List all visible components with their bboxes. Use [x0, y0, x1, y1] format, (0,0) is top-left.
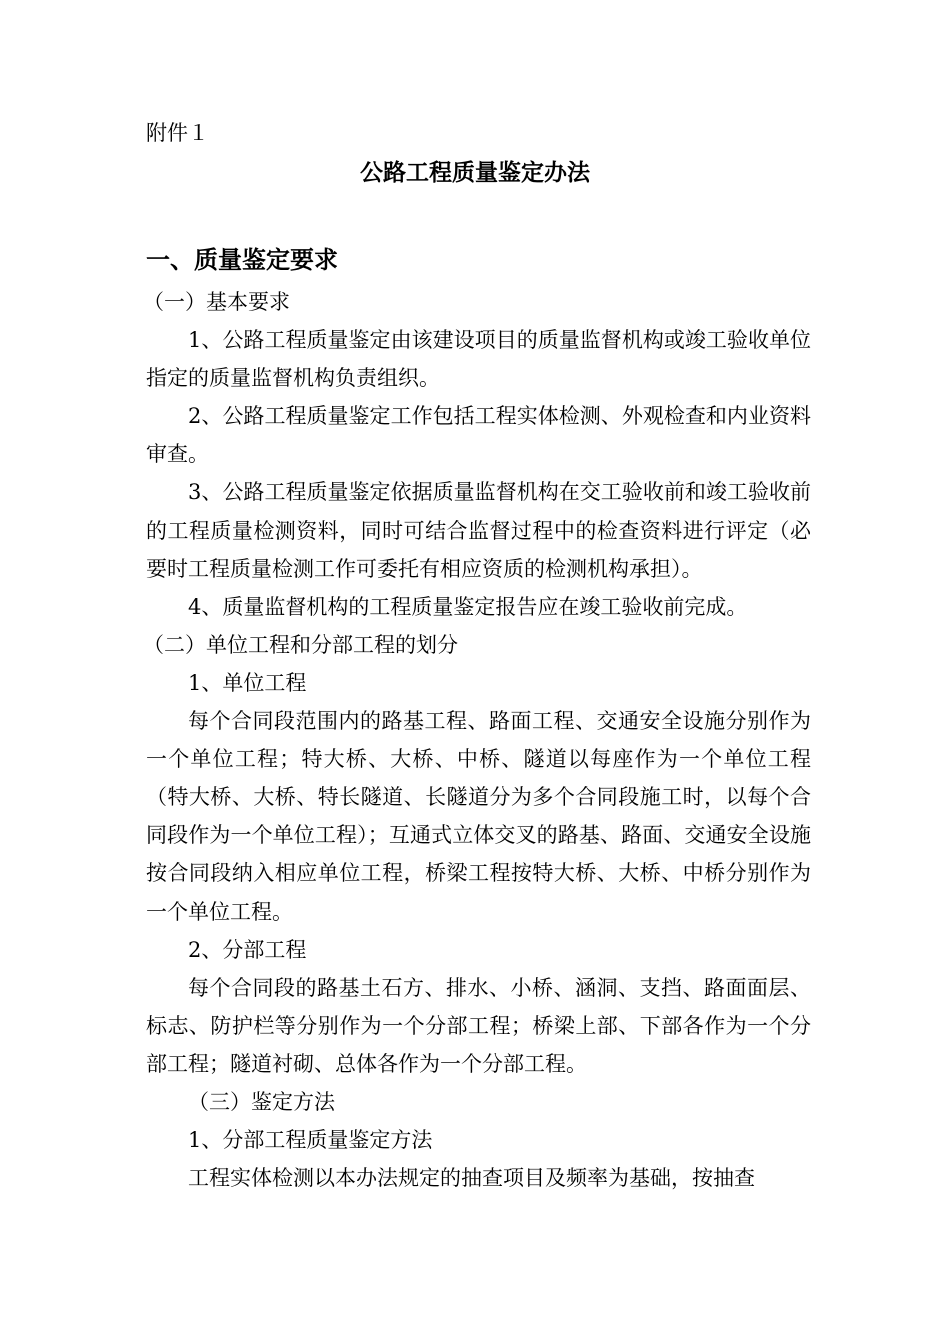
paragraph-unit-project: 每个合同段范围内的路基工程、路面工程、交通安全设施分别作为一个单位工程；特大桥、大桥、中桥、隧道以每座作为一个单位工程（特大桥、大桥、特长隧道、长隧道分为多个合同段施工时，以每个合同段作为一个单位工程）；互通式立体交叉的路基、路面、交通安全设施按合同段纳入相应单位工程，桥梁工程按特大桥、大桥、中桥分别作为一个单位工程。: [146, 709, 811, 924]
subsection-heading-division: （二）单位工程和分部工程的划分: [143, 632, 458, 657]
paragraph-item-1: 1、公路工程质量鉴定由该建设项目的质量监督机构或竣工验收单位指定的质量监督机构负责组织。: [146, 328, 811, 391]
document-body: [143, 283, 811, 1197]
paragraph-item-3: 3、公路工程质量鉴定依据质量监督机构在交工验收前和竣工验收前的工程质量检测资料，同时可结合监督过程中的检查资料进行评定（必要时工程质量检测工作可委托有相应资质的检测机构承担）。: [146, 480, 811, 581]
paragraph-inspection: 工程实体检测以本办法规定的抽查项目及频率为基础，按抽查: [188, 1166, 755, 1191]
attachment-label: 附件１: [146, 121, 209, 145]
item-heading-sub-project: 2、分部工程: [188, 937, 307, 962]
paragraph-sub-project: 每个合同段的路基土石方、排水、小桥、涵洞、支挡、路面面层、标志、防护栏等分别作为一个分部工程；桥梁上部、下部各作为一个分部工程；隧道衬砌、总体各作为一个分部工程。: [146, 975, 811, 1076]
paragraph-item-4: 4、质量监督机构的工程质量鉴定报告应在竣工验收前完成。: [188, 594, 748, 619]
paragraph-item-2: 2、公路工程质量鉴定工作包括工程实体检测、外观检查和内业资料审查。: [146, 404, 811, 467]
item-heading-sub-project-method: 1、分部工程质量鉴定方法: [188, 1128, 433, 1153]
subsection-heading-method: （三）鉴定方法: [188, 1089, 335, 1114]
subsection-heading-basic-requirements: （一）基本要求: [143, 290, 290, 314]
section-heading-quality-requirements: 一、质量鉴定要求: [146, 246, 338, 274]
document-title: 公路工程质量鉴定办法: [360, 160, 590, 186]
item-heading-unit-project: 1、单位工程: [188, 670, 307, 695]
